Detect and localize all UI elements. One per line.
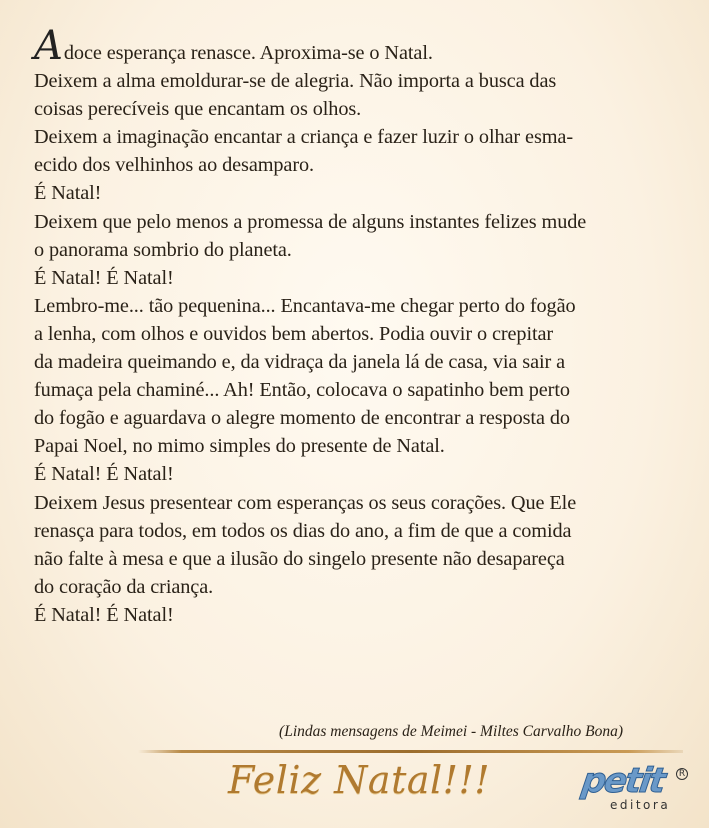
line-19: não falte à mesa e que a ilusão do singelo presente não desapareça [34, 547, 565, 570]
line-1 [34, 23, 686, 69]
logo-subtitle: editora [610, 798, 671, 812]
greeting-title: Feliz Natal!!! [228, 758, 490, 802]
dropcap: A [34, 23, 61, 69]
line-4: Deixem a imaginação encantar a criança e fazer luzir o olhar esma- [34, 126, 573, 149]
gold-divider [138, 750, 683, 753]
line-21: É Natal! É Natal! [34, 603, 174, 626]
line-18: renasça para todos, em todos os dias do ano, a fim de que a comida [34, 519, 572, 542]
line-3: coisas perecíveis que encantam os olhos. [34, 98, 362, 121]
line-11: a lenha, com olhos e ouvidos bem abertos. Podia ouvir o crepitar [34, 322, 554, 345]
line-15: Papai Noel, no mimo simples do presente de Natal. [34, 435, 445, 458]
source-credit: (Lindas mensagens de Meimei - Miltes Carvalho Bona) [279, 723, 623, 740]
line-20: do coração da criança. [34, 575, 214, 598]
line-17: Deixem Jesus presentear com esperanças os seus corações. Que Ele [34, 491, 577, 514]
logo-mark: petit [579, 761, 667, 801]
line-1-text: doce esperança renasce. Aproxima-se o Natal. [63, 42, 433, 64]
publisher-logo [579, 761, 686, 814]
line-10: Lembro-me... tão pequenina... Encantava-me chegar perto do fogão [34, 294, 576, 317]
line-6: É Natal! [34, 182, 102, 205]
message-body [34, 23, 686, 629]
line-8: o panorama sombrio do planeta. [34, 238, 292, 261]
line-9: É Natal! É Natal! [34, 266, 174, 289]
line-2: Deixem a alma emoldurar-se de alegria. Não importa a busca das [34, 70, 557, 93]
line-13: fumaça pela chaminé... Ah! Então, colocava o sapatinho bem perto [34, 379, 570, 402]
line-14: do fogão e aguardava o alegre momento de encontrar a resposta do [34, 407, 570, 430]
line-12: da madeira queimando e, da vidraça da janela lá de casa, via sair a [34, 351, 566, 374]
line-7: Deixem que pelo menos a promessa de alguns instantes felizes mude [34, 210, 587, 233]
line-5: ecido dos velhinhos ao desamparo. [34, 154, 315, 177]
registered-icon: R [676, 768, 688, 780]
line-16: É Natal! É Natal! [34, 463, 174, 486]
